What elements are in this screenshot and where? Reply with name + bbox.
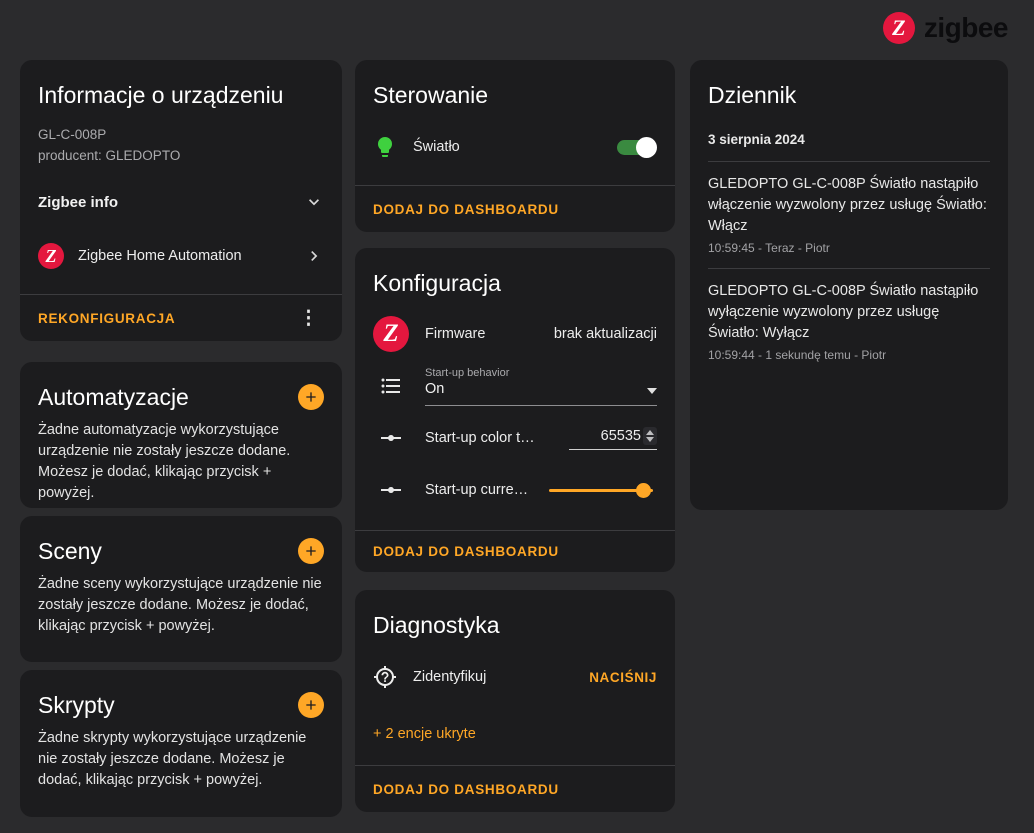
logbook-entry-time: 10:59:45 - Teraz - Piotr (708, 241, 830, 255)
startup-color-input-wrap (569, 427, 657, 450)
device-info-title: Informacje o urządzeniu (38, 82, 284, 108)
chevron-down-icon (304, 192, 324, 212)
add-scene-button[interactable] (298, 538, 324, 564)
zigbee-integration-icon: Z (38, 243, 64, 269)
stepper-up-icon (646, 430, 654, 435)
light-toggle[interactable] (617, 140, 655, 155)
scenes-empty-text: Żadne sceny wykorzystujące urządzenie nie zostały jeszcze dodane. Możesz je dodać, klikając przycisk + powyżej. (38, 576, 322, 634)
integration-link[interactable] (38, 234, 324, 278)
zigbee-firmware-icon: Z (373, 316, 409, 352)
plus-icon (303, 389, 319, 405)
scripts-card (20, 670, 342, 817)
firmware-label: Firmware (425, 326, 486, 342)
toggle-knob (636, 137, 657, 158)
diagnostics-title: Diagnostyka (373, 612, 500, 638)
configuration-title: Konfiguracja (373, 270, 501, 296)
slider-node-icon (373, 478, 409, 502)
integration-label: Zigbee Home Automation (78, 248, 242, 264)
zigbee-info-label: Zigbee info (38, 193, 118, 211)
chevron-right-icon (304, 246, 324, 266)
identify-label: Zidentyfikuj (413, 669, 487, 685)
slider-thumb[interactable] (636, 483, 651, 498)
startup-behavior-row (373, 360, 657, 412)
diagnostics-card (355, 590, 675, 812)
add-to-dashboard-button[interactable]: DODAJ DO DASHBOARDU (373, 201, 559, 217)
logbook-entry[interactable] (708, 162, 990, 268)
logbook-entry[interactable] (708, 269, 990, 375)
device-manufacturer: producent: GLEDOPTO (38, 148, 181, 163)
stepper-down-icon (646, 437, 654, 442)
startup-current-slider[interactable] (549, 489, 653, 492)
light-entity-label: Światło (413, 139, 460, 155)
dropdown-caret-icon (647, 388, 657, 394)
logbook-entry-text: GLEDOPTO GL-C-008P Światło nastąpiło włączenie wyzwolony przez usługę Światło: Włącz (708, 176, 987, 234)
configuration-card (355, 248, 675, 572)
add-automation-button[interactable] (298, 384, 324, 410)
logbook-entry-text: GLEDOPTO GL-C-008P Światło nastąpiło wyłączenie wyzwolony przez usługę Światło: Wyłącz (708, 283, 979, 341)
device-model: GL-C-008P (38, 127, 107, 142)
overflow-menu-icon[interactable]: ⋮ (299, 307, 318, 329)
list-icon (373, 374, 409, 398)
startup-color-row (373, 412, 657, 464)
logbook-entry-time: 10:59:44 - 1 sekundę temu - Piotr (708, 348, 887, 362)
brand-header (883, 12, 1008, 44)
lightbulb-icon (373, 135, 397, 159)
plus-icon (303, 543, 319, 559)
add-to-dashboard-button[interactable]: DODAJ DO DASHBOARDU (373, 543, 559, 559)
plus-icon (303, 697, 319, 713)
startup-behavior-select[interactable] (425, 367, 657, 406)
automations-card (20, 362, 342, 508)
add-to-dashboard-button[interactable]: DODAJ DO DASHBOARDU (373, 781, 559, 797)
zigbee-wordmark: zigbee (923, 12, 1008, 43)
startup-color-label: Start-up color t… (425, 430, 535, 446)
number-stepper[interactable] (643, 427, 657, 445)
startup-behavior-value: On (425, 380, 445, 397)
zigbee-info-expander[interactable] (38, 184, 324, 220)
identify-press-button[interactable]: NACIŚNIJ (589, 669, 657, 685)
logbook-title: Dziennik (708, 82, 797, 108)
controls-title: Sterowanie (373, 82, 489, 108)
startup-current-label: Start-up curre… (425, 482, 529, 498)
firmware-status: brak aktualizacji (553, 326, 657, 342)
automations-title: Automatyzacje (38, 384, 189, 410)
scenes-card (20, 516, 342, 662)
automations-empty-text: Żadne automatyzacje wykorzystujące urządzenie nie zostały jeszcze dodane. Możesz je dodać, klikając przycisk + powyżej. (38, 422, 291, 501)
crosshairs-question-icon (373, 665, 397, 689)
logbook-card (690, 60, 1008, 510)
scripts-title: Skrypty (38, 692, 115, 718)
startup-current-row (373, 464, 657, 516)
hidden-entities-link[interactable]: + 2 encje ukryte (373, 726, 476, 742)
reconfigure-button[interactable]: REKONFIGURACJA (38, 310, 176, 326)
startup-color-input[interactable] (589, 428, 641, 444)
device-info-card (20, 60, 342, 341)
startup-behavior-label: Start-up behavior (425, 366, 510, 379)
controls-card (355, 60, 675, 232)
logbook-date: 3 sierpnia 2024 (708, 132, 805, 147)
firmware-row[interactable] (373, 308, 657, 360)
slider-node-icon (373, 426, 409, 450)
zigbee-brand-icon: Z (883, 12, 915, 44)
scenes-title: Sceny (38, 538, 102, 564)
add-script-button[interactable] (298, 692, 324, 718)
scripts-empty-text: Żadne skrypty wykorzystujące urządzenie nie zostały jeszcze dodane. Możesz je dodać, klikając przycisk + powyżej. (38, 730, 307, 788)
